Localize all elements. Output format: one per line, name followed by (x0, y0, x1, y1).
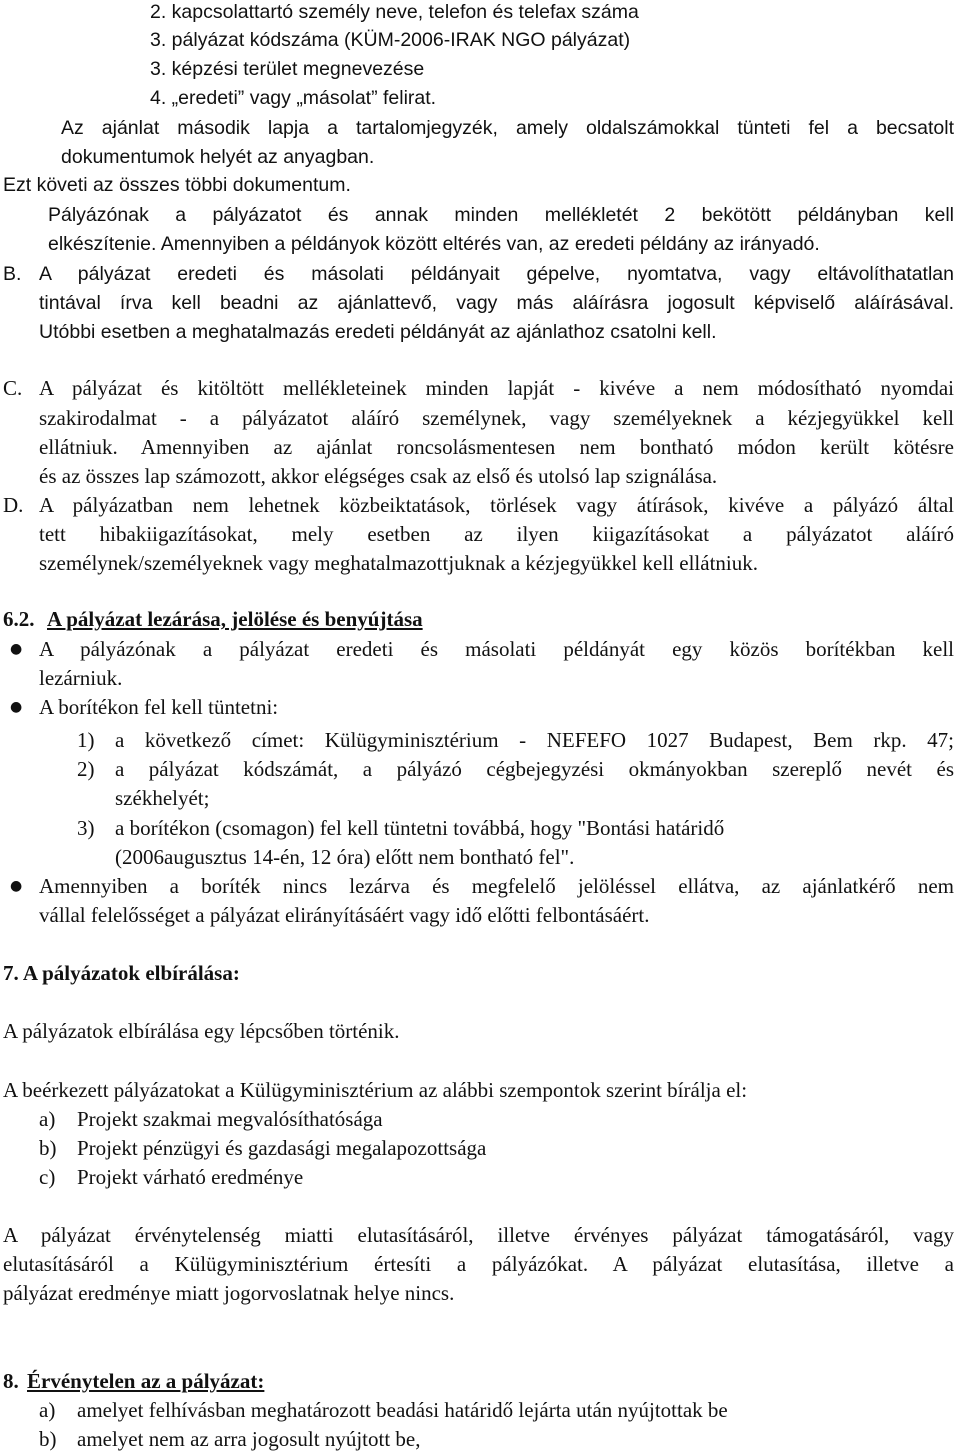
section-c-line1: A pályázat és kitöltött mellékleteinek minden lapját - kivéve a nem módosítható nyomdai (39, 376, 954, 400)
paragraph-toc-line2: dokumentumok helyét az anyagban. (61, 146, 375, 168)
section-d-line3: személynek/személyeknek vagy meghatalmazottjuknak a kézjegyükkel kell ellátniuk. (39, 551, 758, 575)
bullet-icon: ● (10, 699, 23, 715)
section-7-paragraph3-line2: elutasításáról a Külügyminisztérium értesíti a pályázókat. A pályázat elutasítása, illetve a (3, 1252, 954, 1276)
bullet-icon: ● (10, 641, 23, 657)
section-d-line1: A pályázatban nem lehetnek közbeiktatások, törlések vagy átírások, kivéve a pályázó által (39, 493, 954, 517)
section-62-bullet1-line2: lezárniuk. (39, 666, 123, 690)
numbered-marker-2: 2) (77, 757, 95, 781)
list-item-contact: 2. kapcsolattartó személy neve, telefon és telefax száma (150, 1, 639, 23)
numbered-item-2-line2: székhelyét; (115, 786, 210, 810)
section-7-paragraph1: A pályázatok elbírálása egy lépcsőben történik. (3, 1019, 400, 1043)
numbered-item-3-line2: (2006augusztus 14-én, 12 óra) előtt nem bontható fel". (115, 845, 575, 869)
section-8-number: 8. (3, 1369, 19, 1393)
numbered-marker-3: 3) (77, 816, 95, 840)
section-62-bullet1-line1: A pályázónak a pályázat eredeti és másolati példányát egy közös borítékban kell (39, 637, 954, 661)
criteria-marker-b: b) (39, 1136, 57, 1160)
section-b-marker: B. (3, 263, 22, 285)
criteria-item-a: Projekt szakmai megvalósíthatósága (77, 1107, 383, 1131)
section-62-bullet2: A borítékon fel kell tüntetni: (39, 695, 279, 719)
section-8-title: Érvénytelen az a pályázat: (27, 1369, 265, 1393)
bullet-icon: ● (10, 878, 23, 894)
criteria-item-b: Projekt pénzügyi és gazdasági megalapozottsága (77, 1136, 487, 1160)
criteria-marker-a: a) (39, 1107, 56, 1131)
invalid-item-b: amelyet nem az arra jogosult nyújtott be, (77, 1427, 421, 1451)
list-item-field: 3. képzési terület megnevezése (150, 58, 425, 80)
section-7-paragraph2: A beérkezett pályázatokat a Külügyminisztérium az alábbi szempontok szerint bírálja el: (3, 1078, 748, 1102)
paragraph-copies-line2: elkészítenie. Amennyiben a példányok között eltérés van, az eredeti példány az irányadó. (48, 233, 820, 255)
list-item-code: 3. pályázat kódszáma (KÜM-2006-IRAK NGO pályázat) (150, 29, 631, 51)
section-b-line3: Utóbbi esetben a meghatalmazás eredeti példányát az ajánlathoz csatolni kell. (39, 321, 717, 343)
numbered-item-3-line1: a borítékon (csomagon) fel kell tüntetni továbbá, hogy "Bontási határidő (115, 816, 725, 840)
numbered-marker-1: 1) (77, 728, 95, 752)
section-c-line3: ellátniuk. Amennyiben az ajánlat roncsolásmentesen nem bontható módon került kötésre (39, 435, 954, 459)
section-d-line2: tett hibakiigazításokat, mely esetben az ilyen kiigazításokat a pályázatot aláíró (39, 522, 954, 546)
paragraph-copies-line1: Pályázónak a pályázatot és annak minden mellékletét 2 bekötött példányban kell (48, 204, 954, 226)
section-62-title: A pályázat lezárása, jelölése és benyújtása (47, 607, 423, 631)
section-c-line4: és az összes lap számozott, akkor elégséges csak az első és utolsó lap szignálása. (39, 464, 718, 488)
invalid-item-a: amelyet felhívásban meghatározott beadási határidő lejárta után nyújtottak be (77, 1398, 728, 1422)
section-7-paragraph3-line1: A pályázat érvénytelenség miatti elutasításáról, illetve érvényes pályázat támogatásáról, vagy (3, 1223, 954, 1247)
numbered-item-2-line1: a pályázat kódszámát, a pályázó cégbejegyzési okmányokban szereplő nevét és (115, 757, 954, 781)
section-62-bullet3-line1: Amennyiben a boríték nincs lezárva és megfelelő jelöléssel ellátva, az ajánlatkérő nem (39, 874, 954, 898)
section-7-paragraph3-line3: pályázat eredménye miatt jogorvoslatnak helye nincs. (3, 1281, 455, 1305)
invalid-marker-a: a) (39, 1398, 56, 1422)
section-62-bullet3-line2: vállal felelősséget a pályázat elirányításáért vagy idő előtti felbontásáért. (39, 903, 650, 927)
section-7-heading: 7. A pályázatok elbírálása: (3, 961, 240, 985)
criteria-marker-c: c) (39, 1165, 56, 1189)
section-62-number: 6.2. (3, 607, 35, 631)
section-b-line1: A pályázat eredeti és másolati példányait gépelve, nyomtatva, vagy eltávolíthatatlan (39, 263, 954, 285)
section-c-line2: szakirodalmat - a pályázatot aláíró személynek, vagy személyeknek a kézjegyükkel kell (39, 406, 954, 430)
section-b-line2: tintával írva kell beadni az ajánlattevő, vagy más aláírásra jogosult képviselő aláírásával. (39, 292, 954, 314)
criteria-item-c: Projekt várható eredménye (77, 1165, 304, 1189)
list-item-label: 4. „eredeti” vagy „másolat” felirat. (150, 87, 437, 109)
paragraph-toc-line1: Az ajánlat második lapja a tartalomjegyzék, amely oldalszámokkal tünteti fel a becsatolt (61, 117, 954, 139)
paragraph-followed: Ezt követi az összes többi dokumentum. (3, 174, 351, 196)
section-d-marker: D. (3, 493, 24, 517)
section-c-marker: C. (3, 376, 23, 400)
numbered-item-1: a következő címet: Külügyminisztérium - NEFEFO 1027 Budapest, Bem rkp. 47; (115, 728, 954, 752)
invalid-marker-b: b) (39, 1427, 57, 1451)
